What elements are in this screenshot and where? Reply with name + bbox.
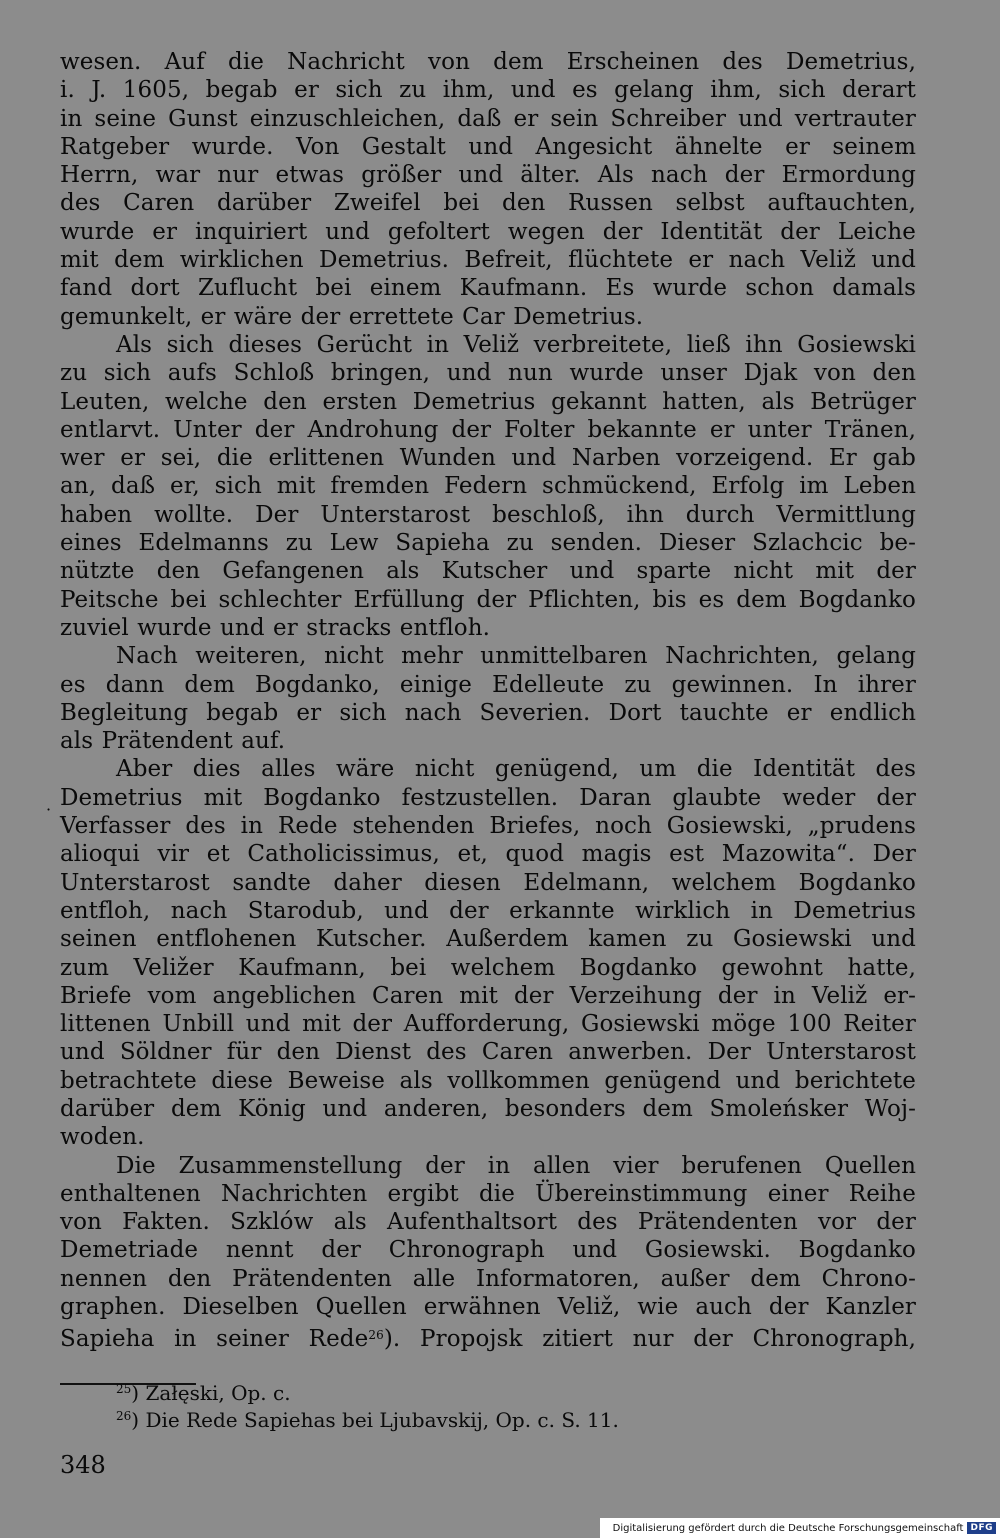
text-line: littenen Unbill und mit der Aufforderung, Gosiewski möge 100 Reiter: [60, 1011, 916, 1038]
text-line: Verfasser des in Rede stehenden Briefes, noch Gosiewski, „prudens: [60, 813, 916, 840]
text-line: Ratgeber wurde. Von Gestalt und Angesicht ähnelte er seinem: [60, 133, 916, 160]
footnote-mark: 26: [116, 1409, 132, 1423]
text-line: Als sich dieses Gerücht in Veliž verbreitete, ließ ihn Gosiewski: [116, 331, 916, 358]
text-line: Herrn, war nur etwas größer und älter. Als nach der Ermordung: [60, 162, 916, 189]
text-line: als Prätendent auf.: [60, 728, 286, 755]
text-line: an, daß er, sich mit fremden Federn schmückend, Erfolg im Leben: [60, 473, 916, 500]
body-text: [60, 48, 916, 1353]
margin-mark: ·: [46, 800, 52, 819]
text-line: darüber dem König und anderen, besonders dem Smoleńsker Woj-: [60, 1095, 916, 1122]
text-line: wer er sei, die erlittenen Wunden und Narben vorzeigend. Er gab: [60, 445, 916, 472]
footnote-mark: 25: [116, 1382, 132, 1396]
footnotes: [116, 1376, 916, 1430]
text-line: mit dem wirklichen Demetrius. Befreit, flüchtete er nach Veliž und: [60, 247, 916, 274]
text-line: entfloh, nach Starodub, und der erkannte wirklich in Demetrius: [60, 897, 916, 924]
text-line: es dann dem Bogdanko, einige Edelleute zu gewinnen. In ihrer: [60, 671, 916, 698]
text-line: Begleitung begab er sich nach Severien. Dort tauchte er endlich: [60, 699, 916, 726]
text-line: und Söldner für den Dienst des Caren anwerben. Der Unterstarost: [60, 1039, 916, 1066]
text-line: Unterstarost sandte daher diesen Edelmann, welchem Bogdanko: [60, 869, 916, 896]
text-line: Aber dies alles wäre nicht genügend, um die Identität des: [116, 756, 916, 783]
text-line: in seine Gunst einzuschleichen, daß er sein Schreiber und vertrauter: [60, 105, 916, 132]
text-line: wesen. Auf die Nachricht von dem Erscheinen des Demetrius,: [60, 49, 916, 75]
text-line: zum Veližer Kaufmann, bei welchem Bogdanko gewohnt hatte,: [60, 954, 916, 981]
footnote: $^{26}$) Die Rede Sapiehas bei Ljubavskij, Op. c. S. 11.: [116, 1408, 619, 1432]
text-line: Nach weiteren, nicht mehr unmittelbaren Nachrichten, gelang: [116, 643, 916, 670]
text-line: Demetriade nennt der Chronograph und Gosiewski. Bogdanko: [60, 1237, 916, 1264]
text-line: fand dort Zuflucht bei einem Kaufmann. Es wurde schon damals: [60, 275, 916, 302]
text-line: entlarvt. Unter der Androhung der Folter bekannte er unter Tränen,: [60, 416, 916, 443]
digitization-credit-bar: [600, 1518, 1000, 1538]
text-line: von Fakten. Szklów als Aufenthaltsort des Prätendenten vor der: [60, 1209, 916, 1236]
text-line: woden.: [60, 1124, 145, 1151]
text-line: zuviel wurde und er stracks entfloh.: [60, 614, 491, 641]
dfg-logo: DFG: [967, 1522, 996, 1534]
credit-text: Digitalisierung gefördert durch die Deutsche Forschungsgemeinschaft: [612, 1522, 964, 1534]
text-line: Briefe vom angeblichen Caren mit der Verzeihung der in Veliž er-: [60, 982, 916, 1009]
text-line: seinen entflohenen Kutscher. Außerdem kamen zu Gosiewski und: [60, 926, 916, 953]
text-line: zu sich aufs Schloß bringen, und nun wurde unser Djak von den: [60, 360, 916, 387]
footnote: $^{25}$) Załęski, Op. c.: [116, 1381, 291, 1405]
page-number: 348: [60, 1451, 106, 1479]
text-line: Sapieha in seiner Rede$^{26}$). Propojsk zitiert nur der Chronograph,: [60, 1326, 916, 1353]
footnote-reference: 26: [368, 1328, 384, 1343]
text-line: betrachtete diese Beweise als vollkommen genügend und berichtete: [60, 1067, 916, 1094]
text-line: eines Edelmanns zu Lew Sapieha zu senden. Dieser Szlachcic be-: [60, 530, 916, 557]
text-line: enthaltenen Nachrichten ergibt die Übereinstimmung einer Reihe: [60, 1180, 916, 1207]
text-line: wurde er inquiriert und gefoltert wegen der Identität der Leiche: [60, 218, 916, 245]
text-line: i. J. 1605, begab er sich zu ihm, und es gelang ihm, sich derart: [60, 77, 916, 104]
text-line: des Caren darüber Zweifel bei den Russen selbst auftauchten,: [60, 190, 916, 217]
text-line: Demetrius mit Bogdanko festzustellen. Daran glaubte weder der: [60, 784, 916, 811]
text-line: nützte den Gefangenen als Kutscher und sparte nicht mit der: [60, 558, 916, 585]
text-line: nennen den Prätendenten alle Informatoren, außer dem Chrono-: [60, 1265, 916, 1292]
text-line: Leuten, welche den ersten Demetrius gekannt hatten, als Betrüger: [60, 388, 916, 415]
text-line: haben wollte. Der Unterstarost beschloß, ihn durch Vermittlung: [60, 501, 916, 528]
text-line: Die Zusammenstellung der in allen vier berufenen Quellen: [116, 1152, 916, 1179]
text-line: graphen. Dieselben Quellen erwähnen Veliž, wie auch der Kanzler: [60, 1294, 916, 1321]
text-line: Peitsche bei schlechter Erfüllung der Pflichten, bis es dem Bogdanko: [60, 586, 916, 613]
text-line: gemunkelt, er wäre der errettete Car Demetrius.: [60, 303, 644, 330]
text-line: alioqui vir et Catholicissimus, et, quod magis est Mazowita“. Der: [60, 841, 916, 868]
